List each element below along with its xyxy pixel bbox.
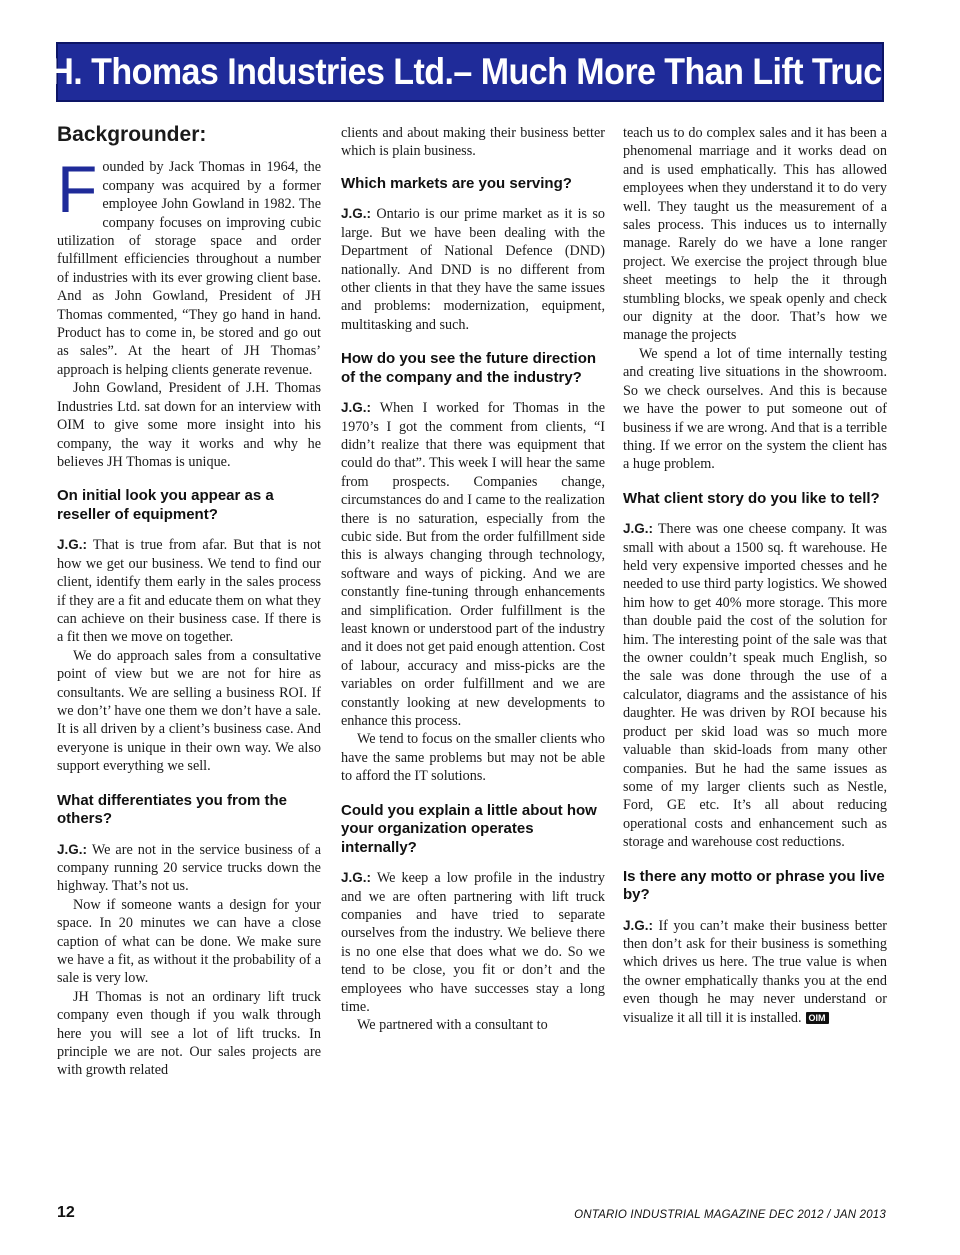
question-heading: Could you explain a little about how your organization operates internally? — [341, 801, 597, 856]
answer-paragraph-continued: teach us to do complex sales and it has been a phenomenal marriage and it works dead on and is used emphatically. This has allowed employees when they understand it to do very well. They taught us the measurement of a sales process. This induces us to internally manage. Rarely do we have a lone ranger project. We exercise the project through blue sheet meetings to help the it through stumbling blocks, we speak openly and check our dignity at the door. That’s how we manage the projects — [623, 125, 887, 344]
answer-text: We are not in the service business of a company running 20 service trucks down the highway. That’s not us. — [57, 841, 321, 895]
speaker-label: J.G.: — [57, 841, 88, 857]
column-3 — [623, 124, 887, 1027]
speaker-label: J.G.: — [623, 521, 654, 537]
answer-paragraph — [623, 520, 887, 851]
answer-paragraph — [341, 205, 605, 334]
answer-paragraph — [623, 917, 887, 1027]
column-2 — [341, 124, 605, 1035]
intro-paragraph-2: John Gowland, President of J.H. Thomas Industries Ltd. sat down for an interview with OIM to give some more insight into his company, the way it works and why he believes JH Thomas is unique. — [57, 380, 321, 470]
answer-paragraph: JH Thomas is not an ordinary lift truck company even though if you walk through here you will see a lot of lift trucks. In principle we are not. Our sales projects are with growth related — [57, 988, 321, 1079]
speaker-label: J.G.: — [57, 537, 88, 553]
answer-paragraph: We partnered with a consultant to — [357, 1017, 548, 1034]
answer-paragraph: We tend to focus on the smaller clients who have the same problems but may not be able to afford the IT solutions. — [341, 731, 605, 785]
speaker-label: J.G.: — [341, 870, 372, 886]
answer-paragraph: We do approach sales from a consultative point of view but we are not for hire as consultants. We are selling a business ROI. If we don’t’ have one them we don’t have a sale. It is all driven by a client’s business case. And everyone is unique in their own way. We also support everything we sell. — [57, 647, 321, 775]
answer-paragraph: Now if someone wants a design for your space. In 20 minutes we can have a close caption of what can be done. We make sure we have a fit, as without it the probability of a sale is very low. — [57, 896, 321, 987]
oim-end-mark-icon: OIM — [806, 1012, 829, 1024]
question-heading: Which markets are you serving? — [341, 174, 572, 192]
speaker-label: J.G.: — [623, 917, 654, 933]
answer-text: When I worked for Thomas in the 1970’s I got the comment from clients, “I didn’t realize that there was equipment that could do that”. This week I will hear the same from prospects. Companies change, circumstances do and I came to the realization there is no saturation, especially from the cubic side. But from the order fulfillment side this is always changing through technology, software and ways of picking. And we are constantly fine-tuning through enhancements and simplification. Order fulfillment is the least known or understood part of the industry and it does not get paid enough attention. Cost of labour, accuracy and miss-picks are the variables on order fulfillment and we are constantly looking at new developments to enhance this process. — [341, 400, 606, 730]
answer-text: There was one cheese company. It was small with about a 1500 sq. ft warehouse. He held very expensive imported chesses and he needed to use third party logistics. We showed him how to get 40% more storage. This more than double paid the cost of the solution for him. The interesting point of the sale was that the owner couldn’t speak much English, so the sale was done through the use of a calculator, diagrams and the assistance of his daughter. He was driven by ROI because his product per skid load was so much more valuable than skid-loads from many other companies. But he had the same issues as some of my larger clients such as Nestle, Ford, GE etc. It’s all about reducing operational costs and enhancement such as storage and warehouse cost reductions. — [623, 521, 887, 851]
question-heading: What client story do you like to tell? — [623, 489, 880, 507]
question-heading: Is there any motto or phrase you live by? — [623, 867, 885, 904]
speaker-label: J.G.: — [341, 400, 372, 416]
drop-cap: F — [57, 152, 98, 227]
backgrounder-heading: Backgrounder: — [57, 123, 207, 146]
question-heading: How do you see the future direction of the company and the industry? — [341, 350, 597, 386]
intro-paragraph — [57, 152, 321, 379]
question-heading: What differentiates you from the others? — [57, 791, 288, 828]
answer-paragraph: We spend a lot of time internally testing and creating live situations in the showroom. So we check ourselves. And this is because we have the power to put someone out of business if we are wrong. And that is a terrible thing. If we error on the system the client has a huge problem. — [623, 345, 887, 473]
answer-paragraph — [57, 841, 321, 896]
answer-paragraph-continued: clients and about making their business better which is plain business. — [341, 125, 605, 160]
answer-paragraph — [341, 399, 605, 730]
answer-text: That is true from afar. But that is not how we get our business. We tend to find our client, identify them early in the sales process if they are a fit and educate them on what they can achieve on their business case. If there is a fit then we move on together. — [57, 537, 321, 646]
article-title: J.H. Thomas Industries Ltd.– Much More Than Lift Trucks — [21, 51, 919, 92]
answer-text: If you can’t make their business better then don’t ask for their business is something which drives us here. The true value is when the owner emphatically thanks you at the end even though he may never understand or visualize it all till it is installed. — [623, 917, 887, 1026]
column-1 — [57, 124, 321, 1080]
publication-footer: ONTARIO INDUSTRIAL MAGAZINE DEC 2012 / JAN 2013 — [574, 1209, 886, 1221]
page-number: 12 — [57, 1204, 75, 1221]
answer-text: We keep a low profile in the industry and we are often partnering with lift truck companies and have tried to separate ourselves from the industry. We believe there is no one else that does what we do. So we tend to be close, you fit or don’t and the employees who have successes stay a long time. — [341, 870, 605, 1016]
question-heading: On initial look you appear as a reseller of equipment? — [57, 487, 274, 523]
title-banner — [21, 42, 919, 102]
speaker-label: J.G.: — [341, 206, 372, 222]
answer-paragraph — [341, 869, 605, 1016]
answer-paragraph — [57, 536, 321, 646]
answer-text: Ontario is our prime market as it is so large. But we have been dealing with the Department of National Defence (DND) nationally. And DND is no different from other clients in that they have the same issues and problems: modernization, equipment, multitasking and such. — [341, 206, 606, 333]
intro-text: ounded by Jack Thomas in 1964, the company was acquired by a former employee John Gowland in 1982. The company focuses on improving cubic utilization of storage space and order fulfillment efficiencies throughout a number of industries with its ever growing client base. And as John Gowland, President of JH Thomas commented, “They go hand in hand. Product has to come in, be stored and go out as sales”. At the heart of JH Thomas’ approach is helping clients generate revenue. — [57, 159, 321, 378]
